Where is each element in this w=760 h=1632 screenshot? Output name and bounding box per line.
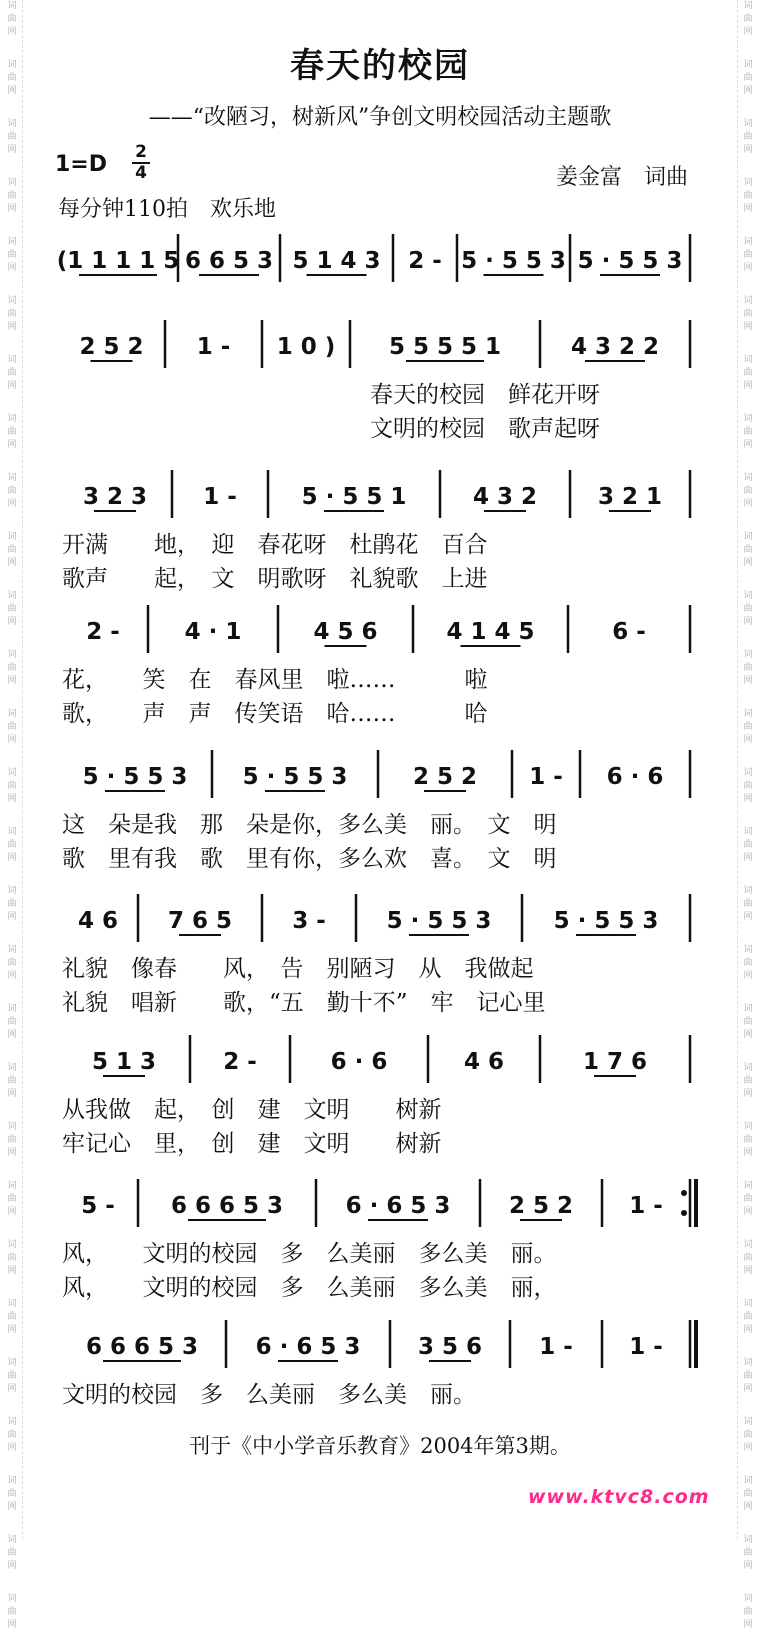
measure-notes: 6 6 6 5 3: [85, 1334, 199, 1360]
measure-notes: 2 -: [408, 248, 442, 274]
score-system: [0, 318, 760, 382]
watermark-mark: 词 曲 网: [7, 355, 17, 391]
song-subtitle: ——“改陋习，树新风”争创文明校园活动主题歌: [148, 105, 612, 130]
lyric-line: 歌 里有我 歌 里有你，多么欢 喜。 文 明: [62, 846, 557, 872]
watermark-mark: 词 曲 网: [743, 1594, 753, 1630]
measure-notes: 3 2 1: [597, 484, 663, 510]
measure-notes: 6 6 5 3: [184, 248, 274, 274]
site-watermark-url: www.ktvc8.com: [528, 1486, 710, 1508]
time-signature-bottom: 4: [135, 163, 147, 183]
watermark-mark: 词 曲 网: [7, 1004, 17, 1040]
time-signature-top: 2: [135, 142, 147, 162]
watermark-mark: 词 曲 网: [743, 414, 753, 450]
watermark-mark: 词 曲 网: [743, 827, 753, 863]
measure-notes: 5 · 5 5 3: [461, 248, 566, 274]
lyric-line: 春天的校园 鲜花开呀: [370, 382, 600, 408]
measure-notes: 1 -: [539, 1334, 573, 1360]
lyric-line: 这 朵是我 那 朵是你，多么美 丽。 文 明: [62, 812, 557, 838]
score-system: [0, 603, 760, 667]
watermark-mark: 词 曲 网: [7, 1594, 17, 1630]
watermark-mark: 词 曲 网: [7, 1535, 17, 1571]
composer-credit: 姜金富 词曲: [556, 165, 689, 190]
watermark-mark: 词 曲 网: [743, 650, 753, 686]
watermark-mark: 词 曲 网: [743, 1240, 753, 1276]
measure-notes: 6 · 6: [606, 764, 664, 790]
score-system: [0, 1033, 760, 1097]
watermark-mark: 词 曲 网: [743, 60, 753, 96]
measure-notes: 4 3 2 2: [570, 334, 660, 360]
measure-notes: 4 1 4 5: [446, 619, 535, 645]
watermark-mark: 词 曲 网: [743, 1358, 753, 1394]
watermark-mark: 词 曲 网: [743, 709, 753, 745]
measure-notes: 5 · 5 5 3: [386, 908, 492, 934]
measure-notes: 1 -: [629, 1193, 663, 1219]
watermark-mark: 词 曲 网: [743, 1063, 753, 1099]
watermark-mark: 词 曲 网: [743, 1181, 753, 1217]
measure-notes: 4 3 2: [472, 484, 538, 510]
watermark-mark: 词 曲 网: [7, 650, 17, 686]
watermark-mark: 词 曲 网: [743, 178, 753, 214]
watermark-mark: 词 曲 网: [7, 1, 17, 37]
watermark-mark: 词 曲 网: [7, 768, 17, 804]
lyric-line: 礼貌 唱新 歌，“五 勤十不” 牢 记心里: [62, 990, 546, 1016]
score-system: [0, 748, 760, 812]
watermark-mark: 词 曲 网: [743, 886, 753, 922]
score-system: [0, 892, 760, 956]
watermark-mark: 词 曲 网: [7, 886, 17, 922]
measure-notes: 5 1 3: [91, 1049, 157, 1075]
watermark-mark: 词 曲 网: [7, 591, 17, 627]
measure-notes: 6 -: [612, 619, 646, 645]
measure-notes: 3 2 3: [82, 484, 148, 510]
measure-notes: 4 5 6: [313, 619, 378, 645]
measure-notes: 5 5 5 5 1: [388, 334, 502, 360]
watermark-mark: 词 曲 网: [743, 768, 753, 804]
measure-notes: 5 · 5 5 3: [82, 764, 188, 790]
lyric-line: 歌， 声 声 传笑语 哈…… 哈: [62, 701, 488, 727]
lyric-line: 开满 地， 迎 春花呀 杜鹃花 百合: [62, 532, 488, 558]
measure-notes: 3 -: [292, 908, 326, 934]
watermark-mark: 词 曲 网: [743, 532, 753, 568]
watermark-mark: 词 曲 网: [7, 1181, 17, 1217]
measure-notes: 5 · 5 5 3: [577, 248, 683, 274]
repeat-dot: [681, 1190, 687, 1196]
lyric-line: 文明的校园 歌声起呀: [370, 416, 600, 442]
measure-notes: 5 · 5 5 3: [553, 908, 659, 934]
measure-notes: 5 · 5 5 1: [301, 484, 407, 510]
measure-notes: 5 1 4 3: [292, 248, 381, 274]
watermark-mark: 词 曲 网: [743, 1004, 753, 1040]
publication-source: 刊于《中小学音乐教育》2004年第3期。: [189, 1434, 571, 1458]
watermark-mark: 词 曲 网: [7, 1417, 17, 1453]
key-signature: 1=D: [55, 152, 108, 177]
measure-notes: 6 6 6 5 3: [170, 1193, 284, 1219]
watermark-mark: 词 曲 网: [743, 237, 753, 273]
lyric-line: 从我做 起， 创 建 文明 树新: [62, 1097, 442, 1123]
measure-notes: 2 5 2: [508, 1193, 574, 1219]
measure-notes: 6 · 6 5 3: [345, 1193, 451, 1219]
watermark-mark: 词 曲 网: [7, 60, 17, 96]
watermark-mark: 词 曲 网: [743, 1417, 753, 1453]
watermark-mark: 词 曲 网: [7, 1122, 17, 1158]
watermark-mark: 词 曲 网: [743, 1, 753, 37]
watermark-mark: 词 曲 网: [743, 355, 753, 391]
watermark-mark: 词 曲 网: [743, 591, 753, 627]
score-system: [0, 468, 760, 532]
watermark-mark: 词 曲 网: [743, 119, 753, 155]
score-system: [0, 232, 760, 296]
watermark-mark: 词 曲 网: [7, 827, 17, 863]
measure-notes: 5 · 5 5 3: [242, 764, 348, 790]
measure-notes: 2 -: [86, 619, 120, 645]
tempo-marking: 每分钟110拍 欢乐地: [58, 197, 276, 222]
lyric-line: 花， 笑 在 春风里 啦…… 啦: [62, 667, 488, 693]
measure-notes: 2 5 2: [412, 764, 478, 790]
measure-notes: 3 5 6: [417, 1334, 483, 1360]
watermark-mark: 词 曲 网: [7, 119, 17, 155]
measure-notes: (1 1 1 1 5: [56, 248, 180, 274]
measure-notes: 1 -: [529, 764, 563, 790]
measure-notes: 1 0 ): [276, 334, 336, 360]
lyric-line: 牢记心 里， 创 建 文明 树新: [62, 1131, 442, 1157]
measure-notes: 1 -: [196, 334, 231, 360]
score-system: [0, 1318, 760, 1382]
lyric-line: 风， 文明的校园 多 么美丽 多么美 丽，: [62, 1275, 557, 1301]
watermark-mark: 词 曲 网: [7, 473, 17, 509]
measure-notes: 6 · 6: [330, 1049, 388, 1075]
measure-notes: 5 -: [81, 1193, 115, 1219]
watermark-mark: 词 曲 网: [743, 296, 753, 332]
measure-notes: 1 -: [629, 1334, 663, 1360]
song-title: 春天的校园: [290, 46, 470, 86]
watermark-mark: 词 曲 网: [7, 1240, 17, 1276]
watermark-mark: 词 曲 网: [743, 1122, 753, 1158]
watermark-mark: 词 曲 网: [7, 945, 17, 981]
watermark-mark: 词 曲 网: [7, 414, 17, 450]
lyric-line: 歌声 起， 文 明歌呀 礼貌歌 上进: [62, 566, 488, 592]
watermark-mark: 词 曲 网: [7, 1063, 17, 1099]
watermark-mark: 词 曲 网: [7, 532, 17, 568]
watermark-mark: 词 曲 网: [7, 1476, 17, 1512]
watermark-mark: 词 曲 网: [743, 473, 753, 509]
watermark-mark: 词 曲 网: [7, 1358, 17, 1394]
watermark-mark: 词 曲 网: [743, 945, 753, 981]
measure-notes: 4 6: [463, 1049, 505, 1075]
lyric-line: 风， 文明的校园 多 么美丽 多么美 丽。: [62, 1241, 557, 1267]
measure-notes: 1 7 6: [582, 1049, 648, 1075]
measure-notes: 7 6 5: [167, 908, 233, 934]
watermark-mark: 词 曲 网: [7, 237, 17, 273]
measure-notes: 2 -: [223, 1049, 257, 1075]
lyric-line: 礼貌 像春 风， 告 别陋习 从 我做起: [62, 956, 534, 982]
watermark-mark: 词 曲 网: [7, 709, 17, 745]
watermark-mark: 词 曲 网: [743, 1535, 753, 1571]
measure-notes: 1 -: [203, 484, 237, 510]
measure-notes: 2 5 2: [79, 334, 144, 360]
watermark-mark: 词 曲 网: [743, 1299, 753, 1335]
lyric-line: 文明的校园 多 么美丽 多么美 丽。: [62, 1382, 476, 1408]
measure-notes: 4 6: [77, 908, 119, 934]
measure-notes: 4 · 1: [184, 619, 242, 645]
watermark-mark: 词 曲 网: [7, 296, 17, 332]
watermark-mark: 词 曲 网: [743, 1476, 753, 1512]
watermark-mark: 词 曲 网: [7, 178, 17, 214]
repeat-dot: [681, 1210, 687, 1216]
measure-notes: 6 · 6 5 3: [255, 1334, 361, 1360]
score-system: [0, 1177, 760, 1241]
time-signature: [130, 143, 152, 183]
watermark-mark: 词 曲 网: [7, 1299, 17, 1335]
